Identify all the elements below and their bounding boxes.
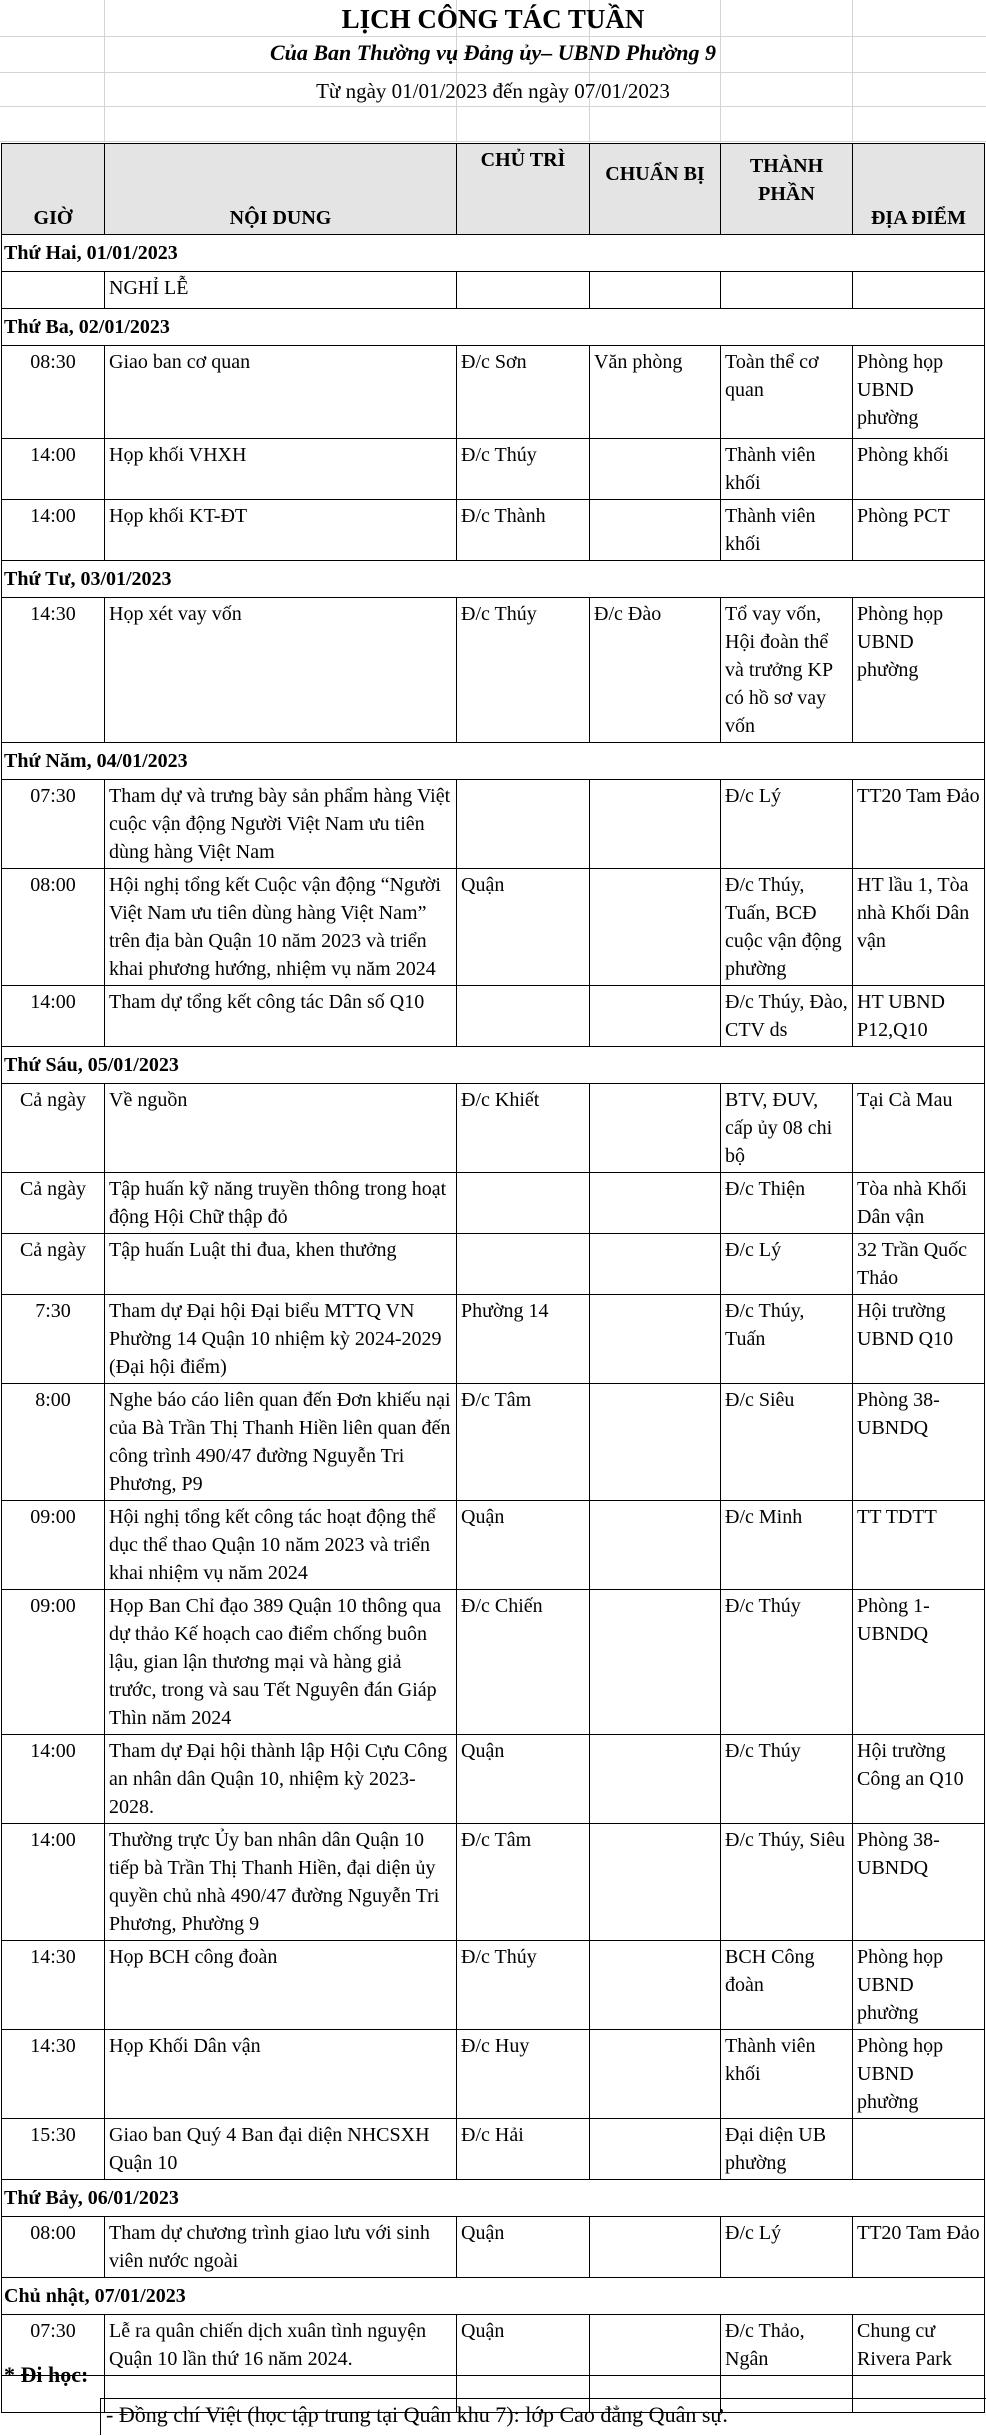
col-header-participants: THÀNH PHẦN [721,144,853,235]
location-cell: Phòng họp UBND phường [853,2030,985,2119]
location-cell: Phòng 1-UBNDQ [853,1590,985,1735]
col-header-time: GIỜ [2,144,105,235]
chair-cell: Quận [457,2217,590,2278]
table-row [2,869,985,986]
prep-cell [590,1234,721,1295]
location-cell: Phòng khối [853,439,985,500]
chair-cell [457,986,590,1047]
location-cell: Phòng 38-UBNDQ [853,1384,985,1501]
table-row [2,780,985,869]
time-cell: 08:30 [2,346,105,439]
day-label: Thứ Bảy, 06/01/2023 [2,2180,985,2217]
participants-cell: Đ/c Minh [721,1501,853,1590]
col-header-chair: CHỦ TRÌ [457,144,590,235]
chair-cell: Đ/c Thúy [457,439,590,500]
day-label: Thứ Sáu, 05/01/2023 [2,1047,985,1084]
time-cell: 08:00 [2,869,105,986]
schedule-body [2,235,985,2413]
participants-cell: Đ/c Siêu [721,1384,853,1501]
participants-cell: Thành viên khối [721,439,853,500]
chair-cell: Đ/c Tâm [457,1824,590,1941]
prep-cell [590,2315,721,2376]
content-cell: Tham dự tổng kết công tác Dân số Q10 [105,986,457,1047]
table-row [2,1384,985,1501]
table-row [2,439,985,500]
footer-heading: * Đi học: [4,2362,89,2387]
time-cell [2,272,105,309]
participants-cell: Thành viên khối [721,500,853,561]
content-cell: Họp BCH công đoàn [105,1941,457,2030]
location-cell: TT20 Tam Đảo [853,780,985,869]
content-cell: Họp Khối Dân vận [105,2030,457,2119]
chair-cell: Quận [457,869,590,986]
chair-cell [457,1234,590,1295]
time-cell: 8:00 [2,1384,105,1501]
content-cell: Tập huấn kỹ năng truyền thông trong hoạt động Hội Chữ thập đỏ [105,1173,457,1234]
prep-cell [590,2217,721,2278]
table-row [2,1941,985,2030]
document-title: LỊCH CÔNG TÁC TUẦN [341,4,645,34]
content-cell: Tham dự chương trình giao lưu với sinh viên nước ngoài [105,2217,457,2278]
location-cell: Phòng họp UBND phường [853,1941,985,2030]
chair-cell: Đ/c Thành [457,500,590,561]
chair-cell [457,272,590,309]
time-cell: 14:00 [2,439,105,500]
day-header-row [2,235,985,272]
table-row [2,1735,985,1824]
participants-cell: Đ/c Lý [721,780,853,869]
chair-cell: Quận [457,1501,590,1590]
table-row [2,2315,985,2376]
prep-cell [590,1824,721,1941]
location-cell [853,272,985,309]
table-row [2,1590,985,1735]
chair-cell: Đ/c Tâm [457,1384,590,1501]
table-header-row [2,144,985,235]
prep-cell [590,780,721,869]
participants-cell: Đại diện UB phường [721,2119,853,2180]
prep-cell [590,2030,721,2119]
content-cell: Nghe báo cáo liên quan đến Đơn khiếu nại của Bà Trần Thị Thanh Hiền liên quan đến công trình 490/47 đường Nguyễn Tri Phương, P9 [105,1384,457,1501]
day-header-row [2,561,985,598]
content-cell: Hội nghị tổng kết Cuộc vận động “Người Việt Nam ưu tiên dùng hàng Việt Nam” trên địa bàn Quận 10 năm 2023 và triển khai phương hướng, nhiệm vụ năm 2024 [105,869,457,986]
time-cell: 7:30 [2,1295,105,1384]
content-cell: Tập huấn Luật thi đua, khen thưởng [105,1234,457,1295]
prep-cell [590,1735,721,1824]
chair-cell: Phường 14 [457,1295,590,1384]
table-row [2,986,985,1047]
location-cell: Phòng họp UBND phường [853,598,985,743]
chair-cell: Quận [457,1735,590,1824]
prep-cell [590,1501,721,1590]
chair-cell: Đ/c Chiến [457,1590,590,1735]
day-label: Chủ nhật, 07/01/2023 [2,2278,985,2315]
table-row [2,500,985,561]
prep-cell [590,1590,721,1735]
prep-cell [590,869,721,986]
location-cell: Phòng họp UBND phường [853,346,985,439]
content-cell: Họp Ban Chỉ đạo 389 Quận 10 thông qua dự thảo Kế hoạch cao điểm chống buôn lậu, gian lận thương mại và hàng giả trước, trong và sau Tết Nguyên đán Giáp Thìn năm 2024 [105,1590,457,1735]
time-cell: 14:00 [2,986,105,1047]
chair-cell: Đ/c Khiết [457,1084,590,1173]
time-cell: Cả ngày [2,1084,105,1173]
location-cell: HT lầu 1, Tòa nhà Khối Dân vận [853,869,985,986]
table-row [2,1084,985,1173]
time-cell: 09:00 [2,1590,105,1735]
location-cell: HT UBND P12,Q10 [853,986,985,1047]
col-header-location: ĐỊA ĐIỂM [853,144,985,235]
footer-note: - Đồng chí Việt (học tập trung tại Quân khu 7): lớp Cao đẳng Quân sự. [106,2402,728,2427]
day-label: Thứ Tư, 03/01/2023 [2,561,985,598]
table-row [2,598,985,743]
location-cell: TT20 Tam Đảo [853,2217,985,2278]
day-label: Thứ Ba, 02/01/2023 [2,309,985,346]
time-cell: 14:30 [2,1941,105,2030]
table-row [2,1295,985,1384]
participants-cell: Đ/c Thúy, Siêu [721,1824,853,1941]
participants-cell: Đ/c Thúy [721,1590,853,1735]
participants-cell: Đ/c Lý [721,2217,853,2278]
prep-cell [590,1173,721,1234]
content-cell: Họp khối VHXH [105,439,457,500]
location-cell: 32 Trần Quốc Thảo [853,1234,985,1295]
location-cell [853,2119,985,2180]
day-header-row [2,743,985,780]
table-row [2,1501,985,1590]
prep-cell [590,272,721,309]
chair-cell [457,780,590,869]
prep-cell [590,2119,721,2180]
prep-cell [590,1384,721,1501]
date-range: Từ ngày 01/01/2023 đến ngày 07/01/2023 [316,79,670,103]
table-row [2,1173,985,1234]
day-header-row [2,2180,985,2217]
time-cell: 14:30 [2,2030,105,2119]
participants-cell: BCH Công đoàn [721,1941,853,2030]
time-cell: 14:00 [2,1735,105,1824]
time-cell: 14:00 [2,500,105,561]
location-cell: Hội trường UBND Q10 [853,1295,985,1384]
participants-cell: BTV, ĐUV, cấp ủy 08 chi bộ [721,1084,853,1173]
participants-cell: Đ/c Thúy, Đào, CTV ds [721,986,853,1047]
chair-cell: Đ/c Thúy [457,1941,590,2030]
table-row [2,346,985,439]
time-cell: Cả ngày [2,1173,105,1234]
content-cell: Hội nghị tổng kết công tác hoạt động thể dục thể thao Quận 10 năm 2023 và triển khai nhiệm vụ năm 2024 [105,1501,457,1590]
prep-cell [590,1295,721,1384]
prep-cell [590,1084,721,1173]
prep-cell [590,1941,721,2030]
content-cell: Thường trực Ủy ban nhân dân Quận 10 tiếp bà Trần Thị Thanh Hiền, đại diện ủy quyền chủ nhà 490/47 đường Nguyễn Tri Phương, Phường 9 [105,1824,457,1941]
document-subtitle: Của Ban Thường vụ Đảng ủy– UBND Phường 9 [269,40,717,65]
table-row [2,2119,985,2180]
col-header-content: NỘI DUNG [105,144,457,235]
time-cell: 14:30 [2,598,105,743]
chair-cell: Đ/c Thúy [457,598,590,743]
content-cell: Tham dự và trưng bày sản phẩm hàng Việt cuộc vận động Người Việt Nam ưu tiên dùng hàng Việt Nam [105,780,457,869]
table-row [2,2217,985,2278]
location-cell: Chung cư Rivera Park [853,2315,985,2376]
participants-cell: Đ/c Thúy [721,1735,853,1824]
chair-cell: Đ/c Hải [457,2119,590,2180]
participants-cell: Tổ vay vốn, Hội đoàn thể và trưởng KP có hồ sơ vay vốn [721,598,853,743]
day-header-row [2,1047,985,1084]
content-cell: Giao ban cơ quan [105,346,457,439]
participants-cell [721,272,853,309]
time-cell: 08:00 [2,2217,105,2278]
content-cell: NGHỈ LỄ [105,272,457,309]
location-cell: Phòng PCT [853,500,985,561]
location-cell: Tại Cà Mau [853,1084,985,1173]
prep-cell [590,500,721,561]
col-header-prep: CHUẨN BỊ [590,144,721,235]
prep-cell [590,439,721,500]
participants-cell: Đ/c Thiện [721,1173,853,1234]
content-cell: Về nguồn [105,1084,457,1173]
day-header-row [2,2278,985,2315]
time-cell: 09:00 [2,1501,105,1590]
content-cell: Tham dự Đại hội thành lập Hội Cựu Công an nhân dân Quận 10, nhiệm kỳ 2023-2028. [105,1735,457,1824]
location-cell: TT TDTT [853,1501,985,1590]
content-cell: Họp xét vay vốn [105,598,457,743]
prep-cell [590,986,721,1047]
prep-cell: Văn phòng [590,346,721,439]
chair-cell: Đ/c Huy [457,2030,590,2119]
time-cell: 07:30 [2,2315,105,2376]
day-label: Thứ Năm, 04/01/2023 [2,743,985,780]
table-row [2,1824,985,1941]
table-row [2,1234,985,1295]
location-cell: Tòa nhà Khối Dân vận [853,1173,985,1234]
location-cell: Phòng 38-UBNDQ [853,1824,985,1941]
participants-cell: Đ/c Lý [721,1234,853,1295]
time-cell: Cả ngày [2,1234,105,1295]
content-cell: Tham dự Đại hội Đại biểu MTTQ VN Phường 14 Quận 10 nhiệm kỳ 2024-2029 (Đại hội điểm) [105,1295,457,1384]
participants-cell: Thành viên khối [721,2030,853,2119]
chair-cell [457,1173,590,1234]
content-cell: Giao ban Quý 4 Ban đại diện NHCSXH Quận 10 [105,2119,457,2180]
location-cell: Hội trường Công an Q10 [853,1735,985,1824]
content-cell: Lễ ra quân chiến dịch xuân tình nguyện Quận 10 lần thứ 16 năm 2024. [105,2315,457,2376]
time-cell: 15:30 [2,2119,105,2180]
chair-cell: Quận [457,2315,590,2376]
day-label: Thứ Hai, 01/01/2023 [2,235,985,272]
schedule-table [1,143,985,2413]
participants-cell: Toàn thể cơ quan [721,346,853,439]
time-cell: 14:00 [2,1824,105,1941]
participants-cell: Đ/c Thảo, Ngân [721,2315,853,2376]
content-cell: Họp khối KT-ĐT [105,500,457,561]
table-row [2,272,985,309]
prep-cell: Đ/c Đào [590,598,721,743]
participants-cell: Đ/c Thúy, Tuấn, BCĐ cuộc vận động phường [721,869,853,986]
day-header-row [2,309,985,346]
participants-cell: Đ/c Thúy, Tuấn [721,1295,853,1384]
time-cell: 07:30 [2,780,105,869]
chair-cell: Đ/c Sơn [457,346,590,439]
table-row [2,2030,985,2119]
